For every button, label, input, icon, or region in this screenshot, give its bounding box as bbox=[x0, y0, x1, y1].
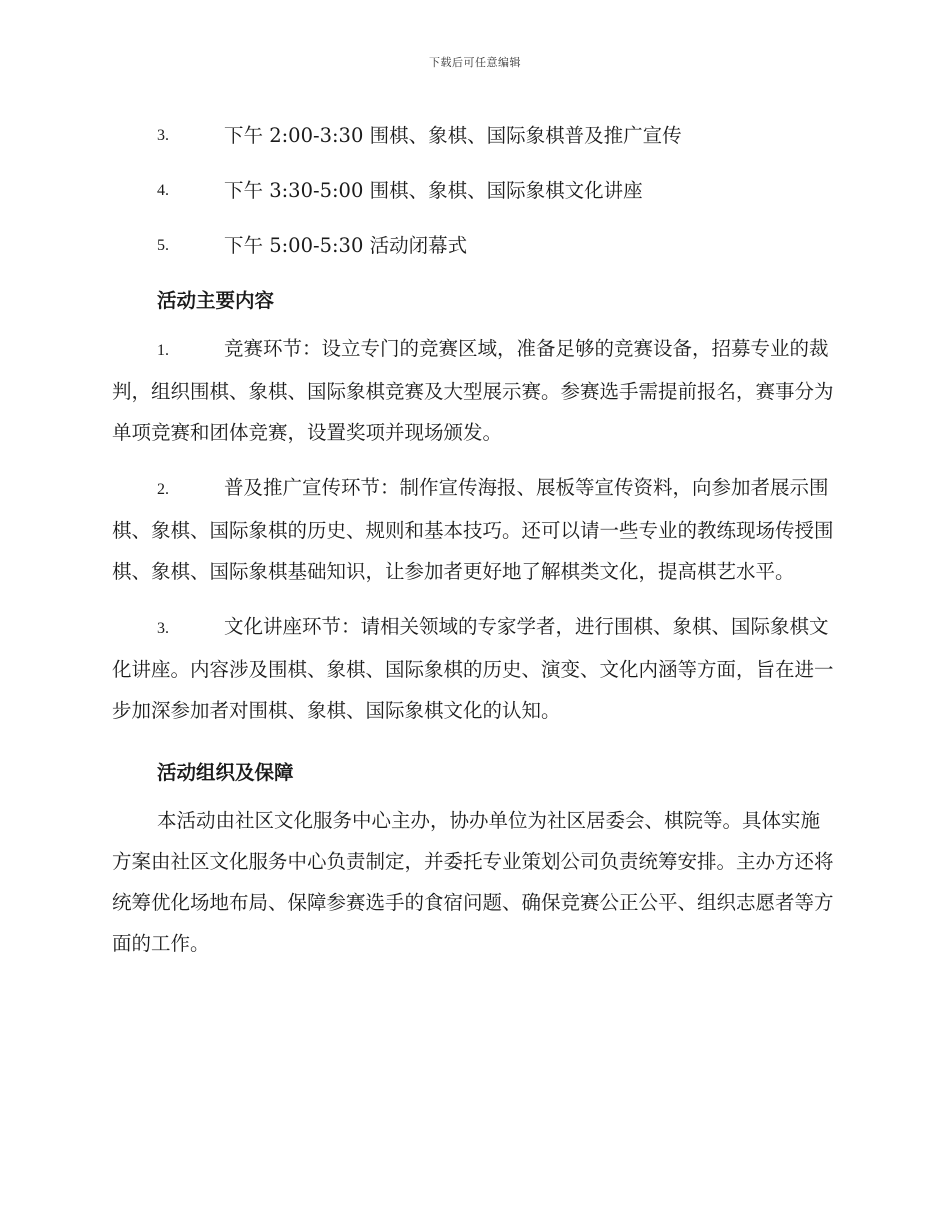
content-item bbox=[112, 467, 834, 592]
content-item-text: 竞赛环节：设立专门的竞赛区域，准备足够的竞赛设备，招募专业的裁判，组织围棋、象棋、国际象棋竞赛及大型展示赛。参赛选手需提前报名，赛事分为单项竞赛和团体竞赛，设置奖项并现场颁发。 bbox=[112, 337, 834, 444]
content-item bbox=[112, 328, 834, 453]
schedule-item bbox=[112, 108, 834, 163]
schedule-text: 下午 2:00-3:30 围棋、象棋、国际象棋普及推广宣传 bbox=[224, 124, 682, 147]
content-item bbox=[112, 606, 834, 731]
organization-paragraph: 本活动由社区文化服务中心主办，协办单位为社区居委会、棋院等。具体实施方案由社区文化服务中心负责制定，并委托专业策划公司负责统筹安排。主办方还将统筹优化场地布局、保障参赛选手的食宿问题、确保竞赛公正公平、组织志愿者等方面的工作。 bbox=[112, 809, 834, 955]
document-body bbox=[112, 108, 834, 964]
content-item-text: 文化讲座环节：请相关领域的专家学者，进行围棋、象棋、国际象棋文化讲座。内容涉及围棋、象棋、国际象棋的历史、演变、文化内涵等方面，旨在进一步加深参加者对围棋、象棋、国际象棋文化的认知。 bbox=[112, 615, 834, 722]
list-number: 3. bbox=[157, 620, 169, 637]
list-number: 2. bbox=[157, 481, 169, 498]
list-number: 5. bbox=[157, 237, 169, 254]
schedule-text: 下午 3:30-5:00 围棋、象棋、国际象棋文化讲座 bbox=[224, 179, 643, 202]
list-number: 3. bbox=[157, 127, 169, 144]
list-number: 4. bbox=[157, 182, 169, 199]
section-heading: 活动组织及保障 bbox=[157, 761, 294, 784]
schedule-text: 下午 5:00-5:30 活动闭幕式 bbox=[224, 234, 468, 257]
schedule-item bbox=[112, 163, 834, 218]
section-heading: 活动主要内容 bbox=[157, 289, 275, 312]
content-item-text: 普及推广宣传环节：制作宣传海报、展板等宣传资料，向参加者展示围棋、象棋、国际象棋的历史、规则和基本技巧。还可以请一些专业的教练现场传授围棋、象棋、国际象棋基础知识，让参加者更好地了解棋类文化，提高棋艺水平。 bbox=[112, 476, 834, 583]
page-header: 下载后可任意编辑 bbox=[429, 56, 521, 69]
schedule-item bbox=[112, 218, 834, 273]
list-number: 1. bbox=[157, 342, 169, 359]
